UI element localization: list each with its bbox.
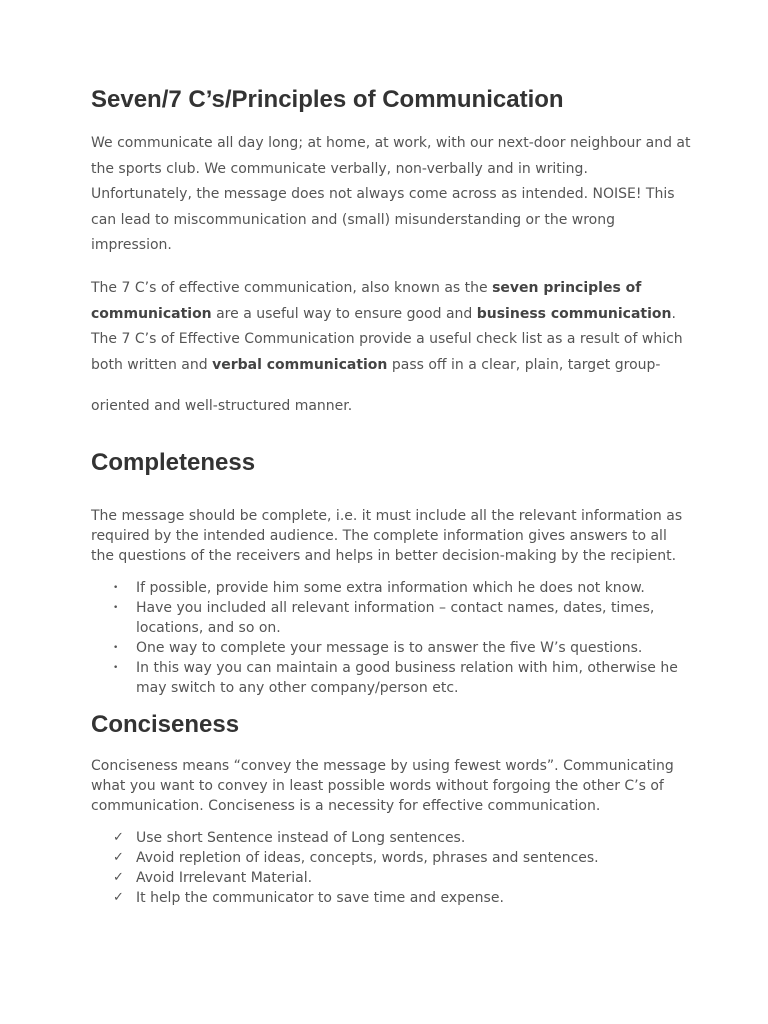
list-item <box>91 578 691 598</box>
conciseness-checklist <box>91 828 691 908</box>
intro-p2-text-g: pass off in a clear, plain, target group- <box>387 356 661 373</box>
list-item <box>91 828 691 848</box>
list-item <box>91 888 691 908</box>
completeness-bullet-list <box>91 578 691 698</box>
list-item-text: It help the communicator to save time and expense. <box>136 890 504 906</box>
list-item <box>91 638 691 658</box>
bullet-dot-icon: • <box>113 583 119 593</box>
list-item-text: If possible, provide him some extra information which he does not know. <box>136 580 645 596</box>
checkmark-icon: ✓ <box>113 890 124 905</box>
list-item <box>91 598 691 638</box>
checkmark-icon: ✓ <box>113 850 124 865</box>
list-item-text: In this way you can maintain a good business relation with him, otherwise he may switch to any other company/person etc. <box>136 660 678 696</box>
bold-seven-principles: seven principles of communication <box>91 280 642 322</box>
intro-p2-text-a: The 7 C’s of effective communication, also known as the <box>91 280 493 296</box>
list-item-text: Have you included all relevant information – contact names, dates, times, locations, and so on. <box>136 600 655 636</box>
bullet-dot-icon: • <box>113 603 119 613</box>
completeness-text: The message should be complete, i.e. it must include all the relevant information as required by the intended audience. The complete information gives answers to all the questions of the receivers and helps in better decision-making by the recipient. <box>91 508 683 564</box>
bold-business-communication: business communication <box>476 305 672 322</box>
bold-verbal-communication: verbal communication <box>212 356 388 373</box>
heading-completeness: Completeness <box>91 449 256 476</box>
list-item <box>91 848 691 868</box>
list-item <box>91 658 691 698</box>
bullet-dot-icon: • <box>113 643 119 653</box>
list-item-text: Use short Sentence instead of Long sentences. <box>136 830 466 846</box>
list-item-text: Avoid repletion of ideas, concepts, words, phrases and sentences. <box>136 850 599 866</box>
intro-paragraph-2-tail: oriented and well-structured manner. <box>91 398 353 414</box>
intro-paragraph-2 <box>91 276 691 378</box>
list-item <box>91 868 691 888</box>
heading-conciseness: Conciseness <box>91 711 240 738</box>
checkmark-icon: ✓ <box>113 870 124 885</box>
intro-p2-text-c: are a useful way to ensure good and <box>211 305 477 322</box>
bullet-dot-icon: • <box>113 663 119 673</box>
list-item-text: One way to complete your message is to answer the five W’s questions. <box>136 640 643 656</box>
document-title: Seven/7 C’s/Principles of Communication <box>91 86 564 113</box>
checkmark-icon: ✓ <box>113 830 124 845</box>
conciseness-text: Conciseness means “convey the message by using fewest words”. Communicating what you want to convey in least possible words without forgoing the other C’s of communication. Conciseness is a necessity for effective communication. <box>91 758 674 814</box>
intro-p2-text-e: . The 7 C’s of Effective Communication provide a useful check list as a result of which both written and <box>91 305 683 373</box>
intro-paragraph-1: We communicate all day long; at home, at work, with our next-door neighbour and at the sports club. We communicate verbally, non-verbally and in writing. Unfortunately, the message does not always come across as intended. NOISE! This can lead to miscommunication and (small) misunderstanding or the wrong impression. <box>91 135 691 254</box>
list-item-text: Avoid Irrelevant Material. <box>136 870 313 886</box>
